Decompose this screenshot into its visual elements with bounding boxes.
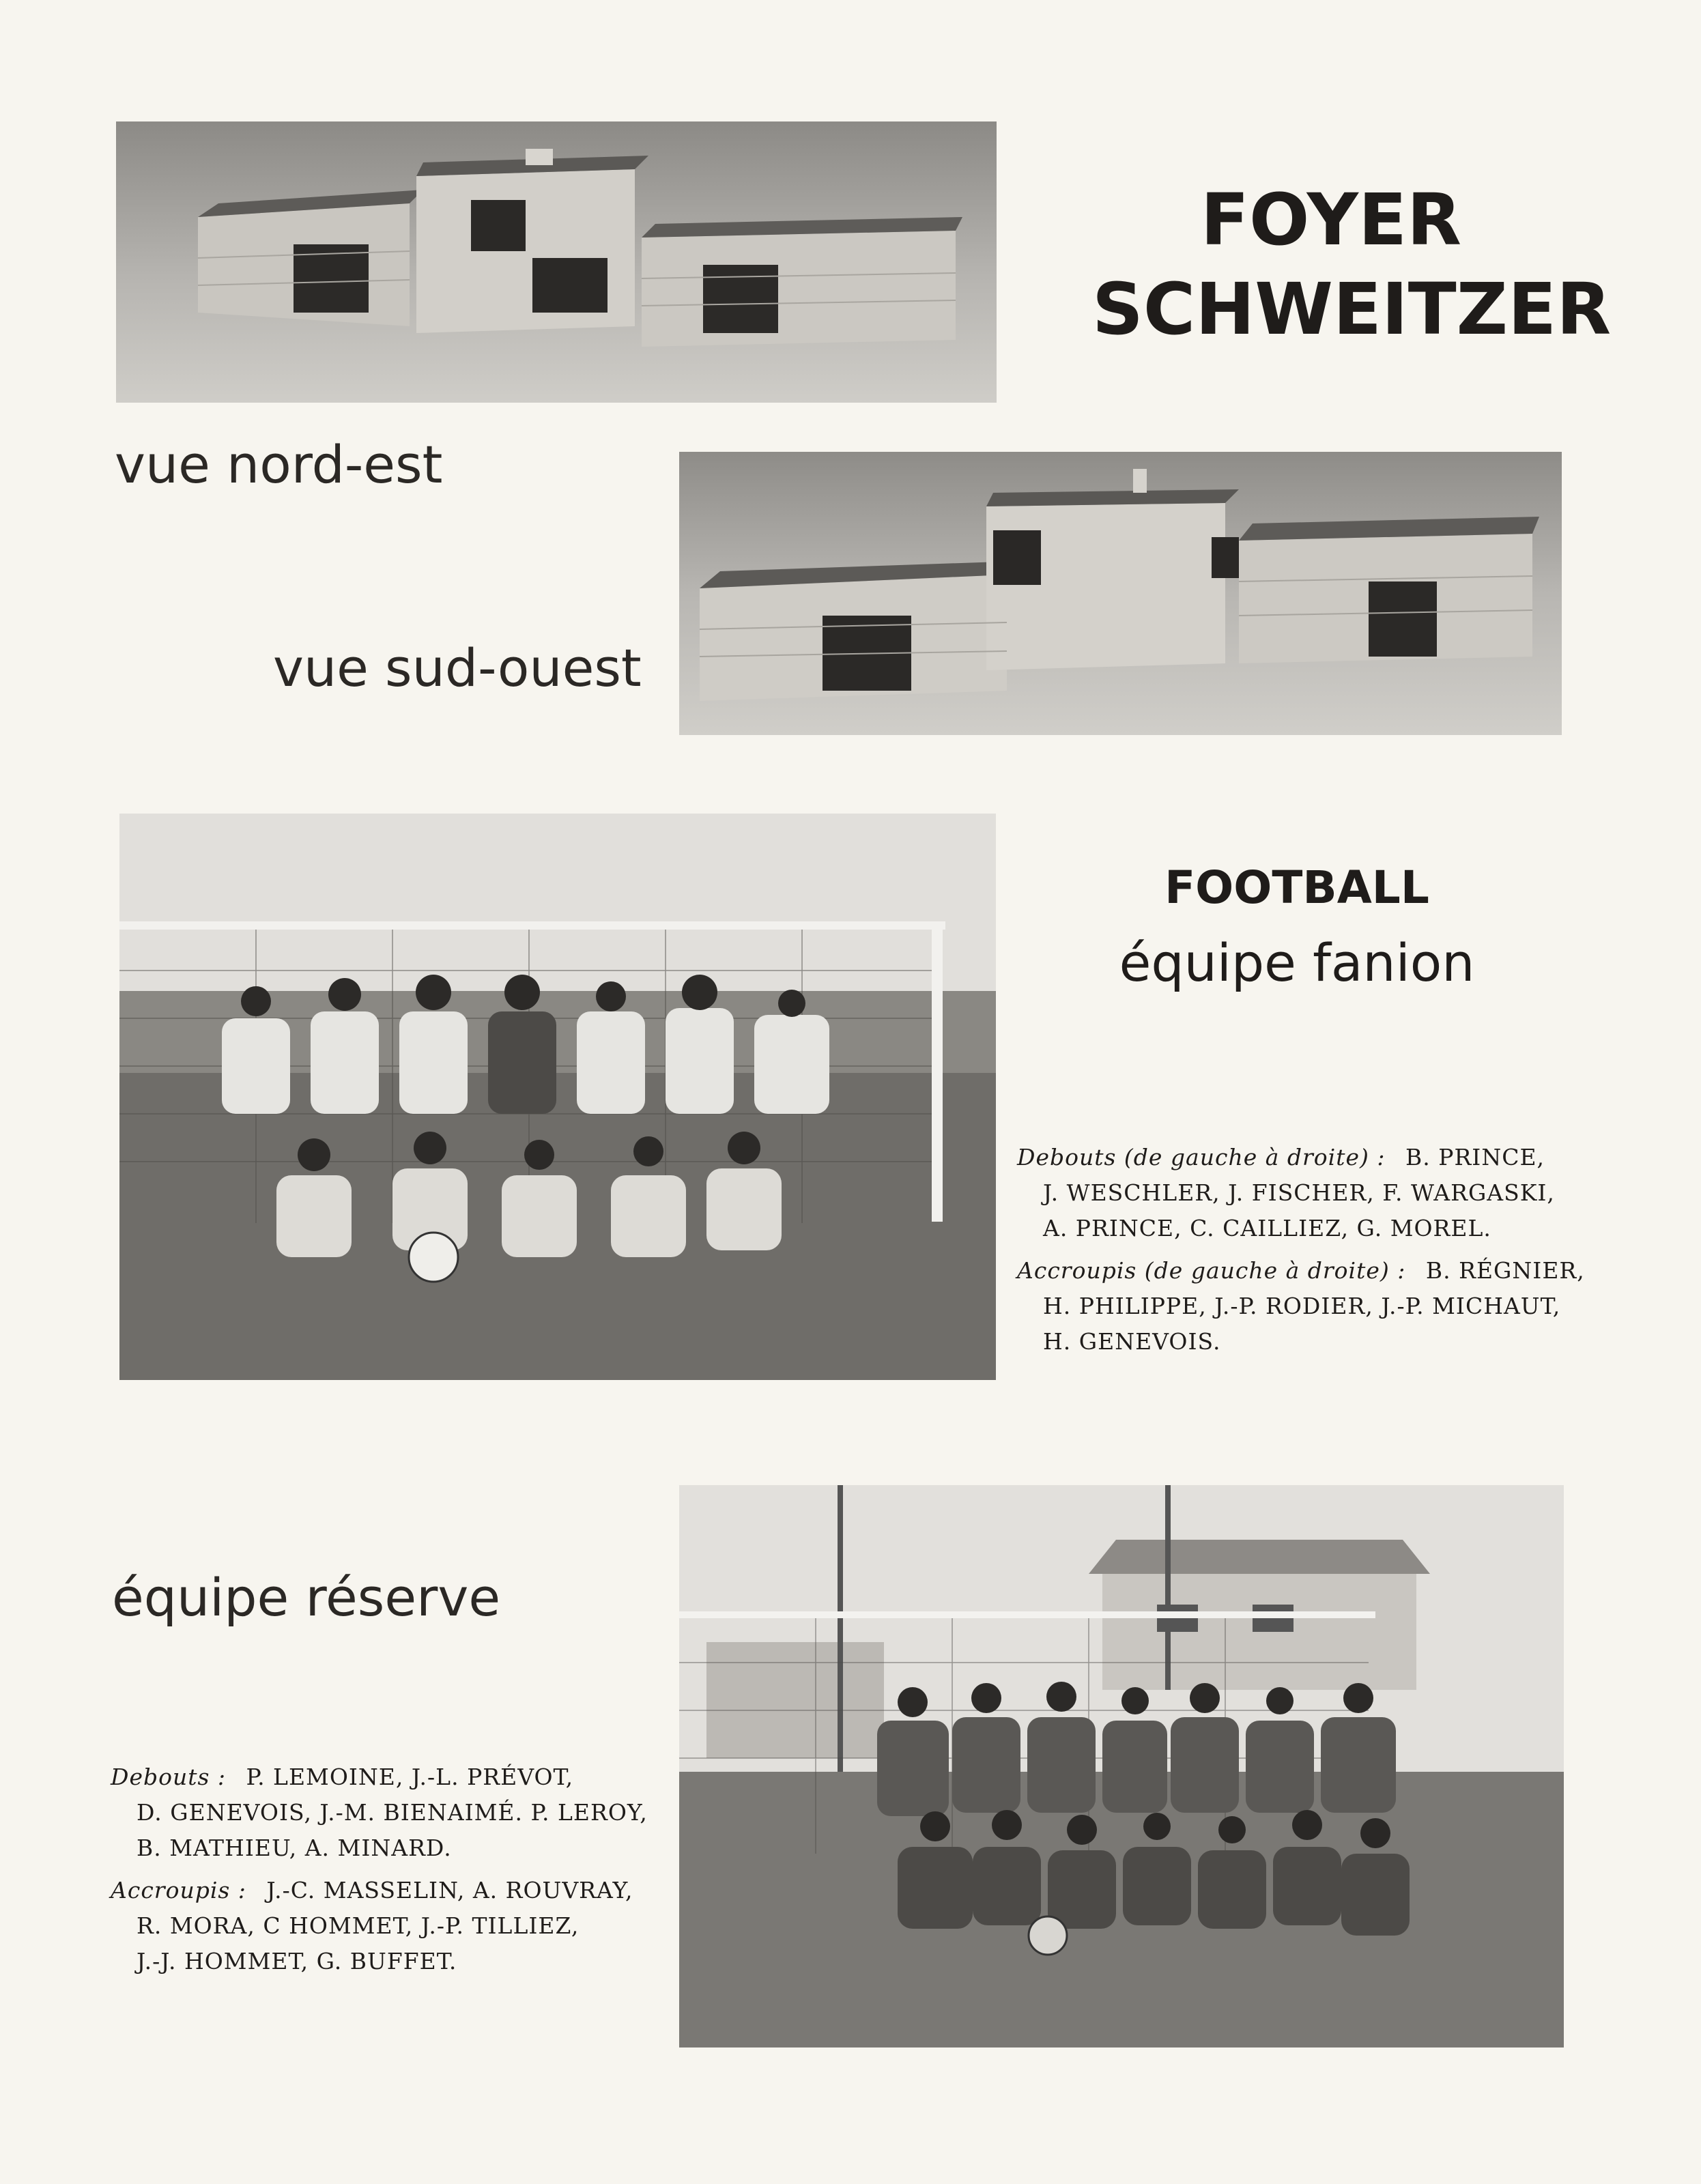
- first-team-heading-football: FOOTBALL: [1164, 861, 1429, 914]
- first-team-crouching-line: B. RÉGNIER,: [1425, 1257, 1585, 1284]
- first-team-caption: [1017, 1140, 1585, 1366]
- reserve-team-crouching-line: J.-J. HOMMET, G. BUFFET.: [137, 1948, 457, 1974]
- reserve-team-caption: [111, 1759, 648, 1986]
- page-title-line2: SCHWEITZER: [1092, 268, 1612, 351]
- first-team-standing-line: J. WESCHLER, J. FISCHER, F. WARGASKI,: [1043, 1179, 1555, 1206]
- first-team-standing-lead: Debouts (de gauche à droite) :: [1017, 1144, 1386, 1170]
- reserve-team-standing: [111, 1759, 648, 1866]
- first-team-heading: [1065, 861, 1529, 994]
- first-team-crouching-line: H. PHILIPPE, J.-P. RODIER, J.-P. MICHAUT,: [1043, 1293, 1561, 1319]
- first-team-standing-line: B. PRINCE,: [1405, 1144, 1545, 1170]
- reserve-team-standing-lead: Debouts :: [111, 1764, 227, 1790]
- first-team-standing-line: A. PRINCE, C. CAILLIEZ, G. MOREL.: [1043, 1215, 1491, 1241]
- first-team-crouching: [1017, 1253, 1585, 1360]
- reserve-team-standing-line: B. MATHIEU, A. MINARD.: [137, 1835, 452, 1861]
- first-team-standing: [1017, 1140, 1585, 1246]
- reserve-team-standing-line: P. LEMOINE, J.-L. PRÉVOT,: [246, 1764, 574, 1790]
- photo-model-south-west: [679, 452, 1562, 735]
- reserve-team-crouching: [111, 1873, 648, 1979]
- reserve-team-standing-line: D. GENEVOIS, J.-M. BIENAIMÉ. P. LEROY,: [137, 1799, 648, 1826]
- page-title-line1: FOYER: [1200, 178, 1462, 261]
- first-team-heading-subtitle: équipe fanion: [1119, 932, 1475, 994]
- first-team-crouching-line: H. GENEVOIS.: [1043, 1328, 1221, 1355]
- first-team-crouching-lead: Accroupis (de gauche à droite) :: [1017, 1257, 1406, 1284]
- photo-first-team: [119, 814, 996, 1380]
- page-title: [1092, 178, 1612, 351]
- reserve-team-heading: équipe réserve: [112, 1567, 501, 1628]
- reserve-team-crouching-line: R. MORA, C HOMMET, J.-P. TILLIEZ,: [137, 1912, 580, 1939]
- photo-model-north-east: [116, 121, 997, 403]
- reserve-team-crouching-lead: Accroupis :: [111, 1877, 246, 1903]
- photo-reserve-team: [679, 1485, 1564, 2048]
- label-south-west-view: vue sud-ouest: [273, 637, 642, 698]
- label-north-east-view: vue nord-est: [115, 434, 443, 495]
- reserve-team-crouching-line: J.-C. MASSELIN, A. ROUVRAY,: [266, 1877, 633, 1903]
